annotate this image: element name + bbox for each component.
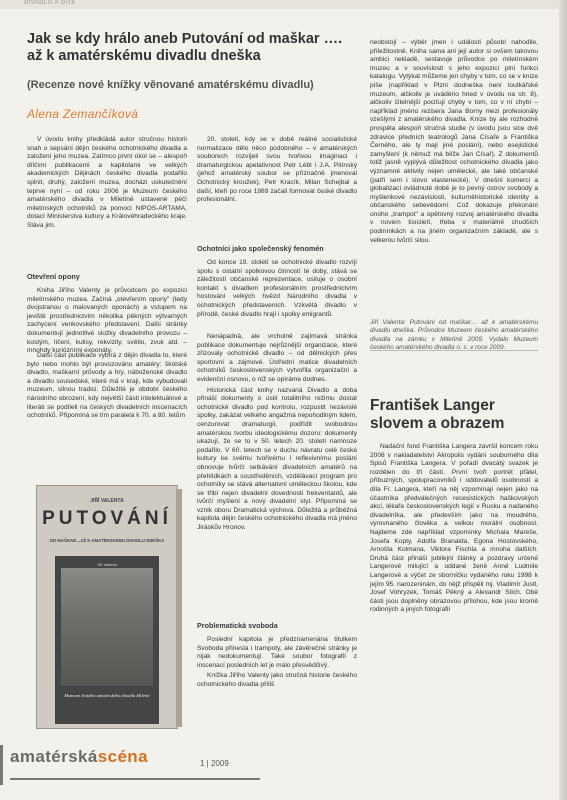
column-3-article-2 [370, 443, 538, 617]
article-title: Jak se kdy hrálo aneb Putování od maškar …. až k amatérskému divadlu dneška [27, 31, 343, 64]
paragraph-intro: V úvodu knihy předkládá autor stručnou historii snah o sepsání dějin českého ochotnického divadla a založení jeho muzea. Zatímco první úkol se – alespoň dílčími publikacemi a kapitolami ve velkých akademických Dějinách českého divadla podařilo splnit, druhý, založení muzea, docházi uskutečnění teprve nyní – od roku 2006 je Muzeum českého amatérského divadla v Miletíně ustavené péčí miletínských ochotníků za pomoci NIPOS-ARTAMA, dotací Ministerstva kultury a Královéhradeckého kraje. Sláva jim. [27, 136, 187, 229]
column-1-section-otevreni [27, 268, 187, 358]
article-subtitle: (Recenze nové knížky věnované amatérskému divadlu) [27, 79, 314, 91]
column-2-section-problematicka [197, 617, 357, 692]
article-divider [370, 350, 538, 351]
paragraph-dalsi: Další část publikace vybírá z dějin divadla to, které bylo nebo mohlo být provozováno amatéry: školské divadlo, maškarní průvody a hry, náboženské divadlo a divadlo sousedské, které má v kraji, kde vybudovali muzeum, silnou tradici. Důležité je období českého národního obrození, kdy největší části intelektuálové a literáti se podíleli na českých divadelních inscenacích ochotníků. Připomíná se tím paralela k 70. a 80. letům [27, 352, 187, 420]
cover-publisher: Muzeum českého amatérského divadla Miletín [64, 693, 150, 698]
footer-brand-logo [10, 747, 148, 767]
book-caption: Jiří Valenta: Putování od maškar… až k amatérskému divadlu dneška. Průvodce Muzeem českého amatérského divadla na zámku v Miletíně 2009. Vydalo Muzeum českého amatérského divadla o. s. v roce 2009. [370, 319, 538, 352]
paragraph-col3-a: neobstojí – výběr jmen i událostí působí nahodile, příležitostně. Kniha sama ani její autor si ovšem takovou ambici nekladě, sestavuje průvodce po miletínském muzeu a v souvislosti s jeho expozicí plní funkci katalogu. Vytýkat můžeme jen chyby v tom, co se v knize píše (například v Plzni dodneška není loutkářské muzeum, alčkoliv je uváděno hned v úvodu na str. 8), alčkoliv čitelnější pociťují chyby v tom, co v ní chybí – například jméno rezisera Jana Borny mezi profesionály vzešlými z amatérského divadla. Knize by ale rozhodně prospěla alespoň stručná studie (v úvodu jsou sice dvě zdravice předních teatrologů Jana Císaře a Františka Černého, ale ty mají jiné poslání), nebo esejistické zamyšlení (k němuž má blíže Jan Císař). Z dokumentů totiž jasně vyplývá důležitost ochotnického divadla jako významné aktivity nejen umělecké, ale také občanské (patří sem i slovo vlastenecké). V dnešní komerci a globalizací ovládnuté době je to pevný ostrov svobody a myšlenkové nezávislosti, kulturněhistorické identity a občanského sebevědomí. Což dokazuje překonání onoho „trampot" a opětovný rozvoj amatérského divadla v novém tisíciletí, třeba v materiálně chudších podmínkách a na jiném organizačním základě, ale s velkerou tvůrčí silou. [370, 39, 538, 244]
paragraph-col2-d: Historická část knihy nazvaná Divadlo a doba přináší dokumenty o úsilí totalitního režimu dostat ochotnické divadlo pod kontrolu, rozpustit nezávislé spolky, zakázat velkého angažmá nepohodlným lidem, cenzurovat dramaturgii, podřídit svobodnou amatérskou tvorbu ideologickému dozoru: dokumenty ukazují, že se to v 50. letech 20. století namnoze podařilo. V 60. letech se v duchu návratu celé české kultury ke svému tvořivému i reflexivnímu poslání obnovuje tvůrčí setkávání divadelních amatérů na přehlídkách a soustředěních, vzdělávací program pro ochotníky se stává alternativní uměleckou školou, kde se třibí nejen divadelní dovednosti frekventantů, ale tvůrčí myšlení a nový divadelní styl. Připomíná se vznik oboru Dramatická výchova. Důležitá a průběžná kapitola dějin českého ochotnického divadla má jméno Jiráskův Hronov. [197, 386, 357, 532]
book-cover-image [36, 485, 184, 730]
page-number: 1 | 2009 [200, 759, 229, 768]
section-heading-problematicka: Problematická svoboda [197, 621, 278, 630]
cover-title: PUTOVÁNÍ [42, 508, 172, 529]
running-header: DIVADLO A DÍTĚ [24, 0, 76, 6]
section-heading-otevreni: Otevření opony [27, 272, 80, 281]
paragraph-col2-f: Knížka Jiřího Valenty jako stručná historie českého ochotnického divadla příliš [197, 672, 357, 688]
column-1-intro [27, 136, 187, 233]
page-edge-shadow [559, 0, 567, 800]
column-2-top [197, 136, 357, 207]
paragraph-col2-b: Od konce 19. století se ochotnické divadlo rozvíjí spolu s ostatní spolkovou činností té doby, stává se záležitostí občanské reprezentace, usiluje o osobní kontakt s divadlem profesionálním prostřednictvím hostování velkých hvězd Národního divadla v ochotnických představeních. Vzkvétá divadlo v přírodě, české divadlo hrají i spolky emigrantů. [197, 259, 357, 318]
paragraph-langer: Nadační fond Františka Langera završil koncem roku 2008 v nakladatelství Akropolis vydání souborného díla Spisů Františka Langera. V pořadí dvacátý svazek je rozdělen do tří částí. První tvoří portrét přátel, příbuzných, spolupracovníků i oddovatelů osobností a díla Fr. Langera, kteří na něj vzpomínají nejen jako na účastníka předválečných recesistických haškovských akcí, lékaře československých legií v Rusku a nadaného divadelníka, ale především jako na moudrého, vyrovnaného člověka a velkou morální osobnost. Najdeme zde například vzpomínky Michala Mareše, Josefa Kopty, Adolfa Branalda, Egona Hostovského, Arnošta Kolmana, Viktora Fischla a mnoha dalších. Druhá část přináší jubilejní články a pozdravy určené Langerové milující a oddané ženě Anně Ludmile Langerové a výčet ze sborníčku vydaného roku 1998 k jejím 95. narozeninám, do nějž přispěli mj. Vladimír Justl, Josef Vohryzek, Tomáš Pěkný a Alexandr Stich. Obě části jsou doplněny obrazovou přílohou, kde jsou kromě rodinných a jiných fotografií [370, 443, 538, 614]
column-2-middle [197, 333, 357, 535]
cover-inner-label: Jiří Valenta [97, 562, 117, 567]
article-author: Alena Zemančíková [27, 107, 139, 121]
brand-part-1: amatérská [10, 747, 98, 766]
cover-subtitle: OD MAŠKAR…AŽ K AMATÉRSKÉMU DIVADLU DNEŠKA [49, 538, 165, 543]
column-1-dalsi [27, 352, 187, 423]
footer-rule [10, 778, 260, 780]
section-heading-ochotnici: Ochotníci jako společenský fenomén [197, 244, 324, 253]
paragraph-col2-c: Nenápadná, ale vrcholně zajímavá stránka publikace dokumentuje nejrůznější organizace, které zřizovaly ochotnické divadlo – od dělnických přes sportovní a zájmové. Ústřední matice divadelních ochotníků československých vytvořila organizační a evidenční osnovu, o níž se opíráme dodnes. [197, 333, 357, 383]
book-cover [36, 485, 178, 729]
cover-author: JIŘÍ VALENTA [90, 498, 124, 504]
cover-photo [61, 568, 153, 686]
article-2-title: František Langer slovem a obrazem [370, 397, 505, 432]
footer-left-bar [0, 745, 3, 785]
paragraph-col2-a: 20. století, kdy se v době reálné socialistické normalizace dělo něco podobného – v amatérských souborech rozvíjeli svou tvořivou imaginaci i dramaturgickou apelativnost Petr Lébl i J.A. Pitínský (jehož amatérský soubor se příznačně jmenoval Ochotnický kroužek), Petr Kracík, Milan Schejbal a další, kteří po roce 1989 začali formovat české divadlo profesionální. [197, 136, 357, 204]
paragraph-col2-e: Poslední kapitola je předznamenána titulkem Svoboda přinesla i trampoty, ale závěrečné stránky je nijak nedokumentují. Také soubor fotografií z inscenací posledních let je málo přesvědčivý. [197, 636, 357, 669]
column-2-section-ochotnici [197, 240, 357, 321]
book-spine [176, 489, 182, 727]
top-strip [0, 0, 567, 9]
brand-part-2: scéna [97, 747, 148, 766]
paragraph-otevreni: Kniha Jiřího Valenty je průvodcem po expozici miletínského muzea. Začíná „otevřením opony" (tedy dvojstranou o malovaných oponách) a vstupem na jeviště prostřednictvím několika pěkných výtvarných zachycení venkovského představení. Další stránky dokumentují jednotlivé složky divadelního provozu – kostým, líčení, kulisy, rekvizity, světlo, zvuk atd. – mnohdy kuriózními exponáty. [27, 287, 187, 355]
column-3-continuation [370, 39, 538, 247]
